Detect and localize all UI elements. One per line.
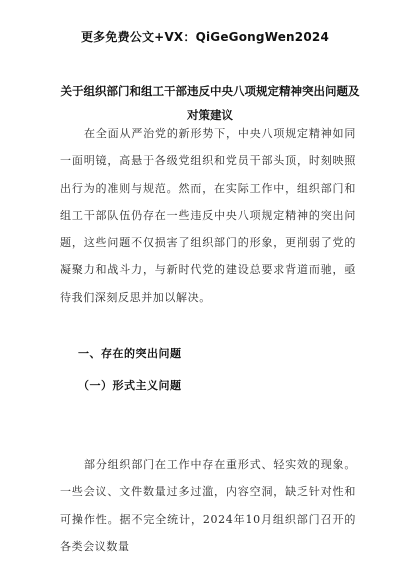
- subsection-paragraph: 部分组织部门在工作中存在重形式、轻实效的现象。一些会议、文件数量过多过滥，内容空洞，缺乏针对性和可操作性。据不完全统计，2024年10月组织部门召开的各类会议数量: [60, 458, 356, 553]
- document-title: 关于组织部门和组工干部违反中央八项规定精神突出问题及对策建议: [60, 84, 360, 122]
- promo-banner: 更多免费公文+VX：QiGeGongWen2024: [80, 30, 329, 44]
- intro-paragraph: 在全面从严治党的新形势下，中央八项规定精神如同一面明镜，高悬于各级党组织和党员干部头顶，时刻映照出行为的准则与规范。然而，在实际工作中，组织部门和组工干部队伍仍存在一些违反中央八项规定精神的突出问题，这些问题不仅损害了组织部门的形象，更削弱了党的凝聚力和战斗力，与新时代党的建设总要求背道而驰，亟待我们深刻反思并加以解决。: [60, 127, 356, 304]
- subsection-heading: （一）形式主义问题: [78, 379, 182, 392]
- section-heading: 一、存在的突出问题: [78, 347, 182, 360]
